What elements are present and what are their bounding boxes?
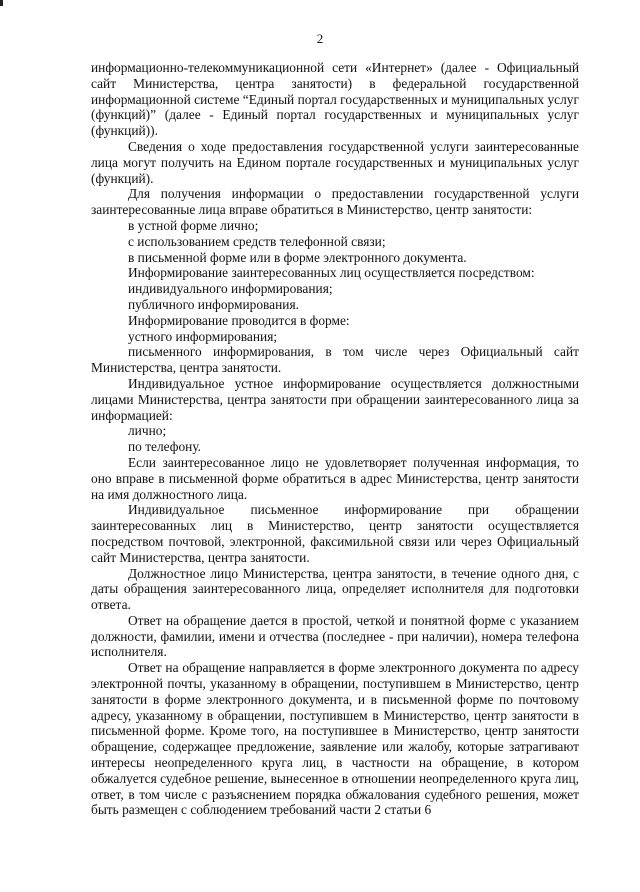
list-item: в письменной форме или в форме электронного документа. bbox=[128, 249, 467, 265]
paragraph: Индивидуальное письменное информирование при обращении заинтересованных лиц в Министерство, центр занятости осуществляется посредством почтовой, электронной, факсимильной связи или через Официальный сайт Министерства, центра занятости. bbox=[91, 502, 579, 565]
list-item: Информирование заинтересованных лиц осуществляется посредством: bbox=[128, 265, 535, 281]
paragraph: Если заинтересованное лицо не удовлетворяет полученная информация, то оно вправе в письменной форме обратиться в адрес Министерства, центр занятости на имя должностного лица. bbox=[91, 454, 579, 502]
paragraph: Для получения информации о предоставлении государственной услуги заинтересованные лица вправе обратиться в Министерство, центр занятости: bbox=[91, 186, 579, 218]
list-item: Информирование проводится в форме: bbox=[128, 312, 350, 328]
list-item: публичного информирования. bbox=[128, 296, 299, 312]
list-item: устного информирования; bbox=[128, 328, 278, 344]
page-number: 2 bbox=[316, 31, 324, 46]
paragraph: Индивидуальное устное информирование осуществляется должностными лицами Министерства, центра занятости при обращении заинтересованного лица за информацией: bbox=[91, 375, 579, 423]
list-item: лично; bbox=[128, 423, 167, 439]
paragraph: письменного информирования, в том числе через Официальный сайт Министерства, центра занятости. bbox=[91, 344, 579, 376]
paragraph: Сведения о ходе предоставления государственной услуги заинтересованные лица могут получить на Едином портале государственных и муниципальных услуг (функций). bbox=[91, 138, 579, 186]
list-item: индивидуального информирования; bbox=[128, 281, 333, 297]
list-item: с использованием средств телефонной связи; bbox=[128, 233, 386, 249]
list-item: в устной форме лично; bbox=[128, 217, 259, 233]
paragraph: Должностное лицо Министерства, центра занятости, в течение одного дня, с даты обращения заинтересованного лица, определяет исполнителя для подготовки ответа. bbox=[91, 565, 579, 613]
scan-corner-mark bbox=[0, 0, 3, 6]
document-body bbox=[91, 60, 579, 818]
list-item: по телефону. bbox=[128, 439, 202, 455]
paragraph: Ответ на обращение дается в простой, четкой и понятной форме с указанием должности, фамилии, имени и отчества (последнее - при наличии), номера телефона исполнителя. bbox=[91, 612, 579, 660]
paragraph: Ответ на обращение направляется в форме электронного документа по адресу электронной почты, указанному в обращении, поступившем в Министерство, центр занятости в форме электронного документа, и в письменной форме по почтовому адресу, указанному в обращении, поступившем в Министерство, центр занятости в письменной форме. Кроме того, на поступившее в Министерство, центр занятости обращение, содержащее предложение, заявление или жалобу, которые затрагивают интересы неопределенного круга лиц, в частности на обращение, в котором обжалуется судебное решение, вынесенное в отношении неопределенного круга лиц, ответ, в том числе с разъяснением порядка обжалования судебного решения, может быть размещен с соблюдением требований части 2 статьи 6 bbox=[91, 660, 579, 818]
paragraph: информационно-телекоммуникационной сети «Интернет» (далее - Официальный сайт Министерства, центра занятости) в федеральной государственной информационной системе “Единый портал государственных и муниципальных услуг (функций)” (далее - Единый портал государственных и муниципальных услуг (функций)). bbox=[91, 60, 579, 139]
